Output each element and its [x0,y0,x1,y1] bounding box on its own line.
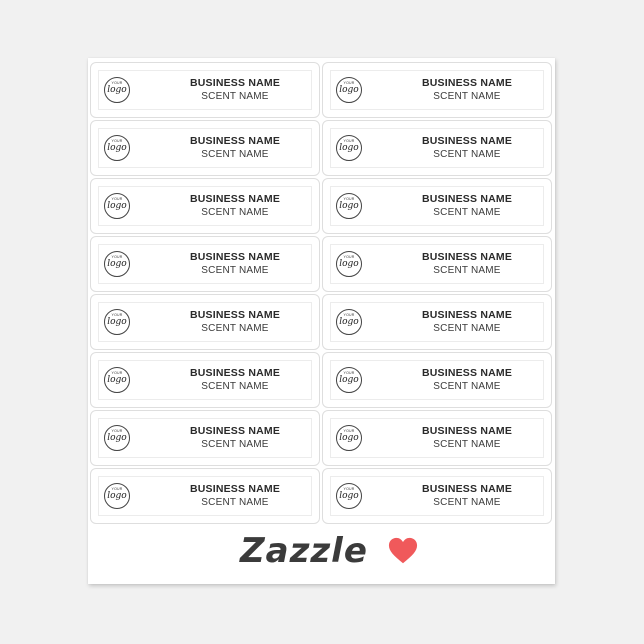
logo-placeholder-icon [336,251,362,277]
logo-big-text: logo [107,317,127,327]
logo-big-text: logo [339,317,359,327]
label-text-block [383,135,551,161]
label-text-block [383,251,551,277]
sticker-label [322,120,552,176]
logo-placeholder-icon [336,483,362,509]
logo-small-text: YOUR [343,371,355,375]
logo-small-text: YOUR [111,371,123,375]
business-name: BUSINESS NAME [189,309,281,321]
logo-big-text: logo [107,491,127,501]
label-text-block [383,193,551,219]
logo-placeholder-icon [336,309,362,335]
scent-name: SCENT NAME [433,265,501,276]
logo-placeholder-icon [336,425,362,451]
sticker-label [322,352,552,408]
scent-name: SCENT NAME [201,381,269,392]
scent-name: SCENT NAME [201,207,269,218]
business-name: BUSINESS NAME [189,77,281,89]
logo-placeholder-icon [104,367,130,393]
label-text-block [151,135,319,161]
heart-icon [388,536,418,566]
label-text-block [151,483,319,509]
sticker-label [322,62,552,118]
sticker-label [90,410,320,466]
sticker-label [90,352,320,408]
logo-small-text: YOUR [343,197,355,201]
logo-big-text: logo [339,201,359,211]
scent-name: SCENT NAME [433,381,501,392]
logo-small-text: YOUR [111,139,123,143]
logo-placeholder-icon [336,77,362,103]
logo-placeholder-icon [104,193,130,219]
business-name: BUSINESS NAME [421,425,513,437]
logo-placeholder-icon [336,135,362,161]
sticker-label [90,294,320,350]
sticker-label [90,178,320,234]
logo-big-text: logo [107,259,127,269]
business-name: BUSINESS NAME [189,483,281,495]
logo-placeholder-icon [104,135,130,161]
scent-name: SCENT NAME [201,265,269,276]
logo-small-text: YOUR [343,139,355,143]
sticker-label [90,236,320,292]
business-name: BUSINESS NAME [421,135,513,147]
logo-big-text: logo [339,433,359,443]
logo-big-text: logo [339,259,359,269]
logo-small-text: YOUR [111,197,123,201]
sticker-label [90,468,320,524]
logo-big-text: logo [339,491,359,501]
sticker-label [322,236,552,292]
sticker-label [322,178,552,234]
logo-placeholder-icon [104,77,130,103]
label-text-block [383,77,551,103]
business-name: BUSINESS NAME [421,251,513,263]
scent-name: SCENT NAME [433,207,501,218]
logo-big-text: logo [107,433,127,443]
business-name: BUSINESS NAME [421,77,513,89]
label-text-block [151,193,319,219]
label-text-block [151,367,319,393]
scent-name: SCENT NAME [201,149,269,160]
label-text-block [151,425,319,451]
logo-placeholder-icon [104,425,130,451]
sticker-label [322,468,552,524]
label-text-block [151,77,319,103]
label-grid [88,58,555,523]
label-text-block [383,425,551,451]
logo-big-text: logo [107,143,127,153]
business-name: BUSINESS NAME [189,193,281,205]
sticker-label [322,294,552,350]
business-name: BUSINESS NAME [189,425,281,437]
logo-small-text: YOUR [343,81,355,85]
brand-footer [240,526,418,576]
scent-name: SCENT NAME [201,439,269,450]
label-text-block [151,251,319,277]
label-text-block [383,309,551,335]
scent-name: SCENT NAME [433,497,501,508]
business-name: BUSINESS NAME [421,367,513,379]
scent-name: SCENT NAME [433,323,501,334]
label-text-block [151,309,319,335]
logo-small-text: YOUR [111,313,123,317]
logo-small-text: YOUR [343,313,355,317]
scent-name: SCENT NAME [201,497,269,508]
label-text-block [383,367,551,393]
sticker-sheet [88,58,555,584]
logo-big-text: logo [339,85,359,95]
logo-big-text: logo [339,375,359,385]
business-name: BUSINESS NAME [189,135,281,147]
logo-placeholder-icon [336,193,362,219]
zazzle-wordmark: Zazzle [240,531,368,571]
label-text-block [383,483,551,509]
logo-small-text: YOUR [343,255,355,259]
logo-big-text: logo [107,201,127,211]
scent-name: SCENT NAME [201,91,269,102]
business-name: BUSINESS NAME [421,309,513,321]
logo-placeholder-icon [104,483,130,509]
business-name: BUSINESS NAME [189,251,281,263]
logo-small-text: YOUR [111,81,123,85]
logo-small-text: YOUR [111,487,123,491]
logo-small-text: YOUR [343,487,355,491]
logo-big-text: logo [107,375,127,385]
business-name: BUSINESS NAME [189,367,281,379]
sticker-label [90,120,320,176]
logo-placeholder-icon [104,309,130,335]
sticker-label [90,62,320,118]
scent-name: SCENT NAME [201,323,269,334]
logo-small-text: YOUR [343,429,355,433]
logo-placeholder-icon [336,367,362,393]
logo-big-text: logo [339,143,359,153]
scent-name: SCENT NAME [433,149,501,160]
business-name: BUSINESS NAME [421,483,513,495]
logo-big-text: logo [107,85,127,95]
business-name: BUSINESS NAME [421,193,513,205]
scent-name: SCENT NAME [433,439,501,450]
logo-placeholder-icon [104,251,130,277]
scent-name: SCENT NAME [433,91,501,102]
logo-small-text: YOUR [111,429,123,433]
sticker-label [322,410,552,466]
logo-small-text: YOUR [111,255,123,259]
